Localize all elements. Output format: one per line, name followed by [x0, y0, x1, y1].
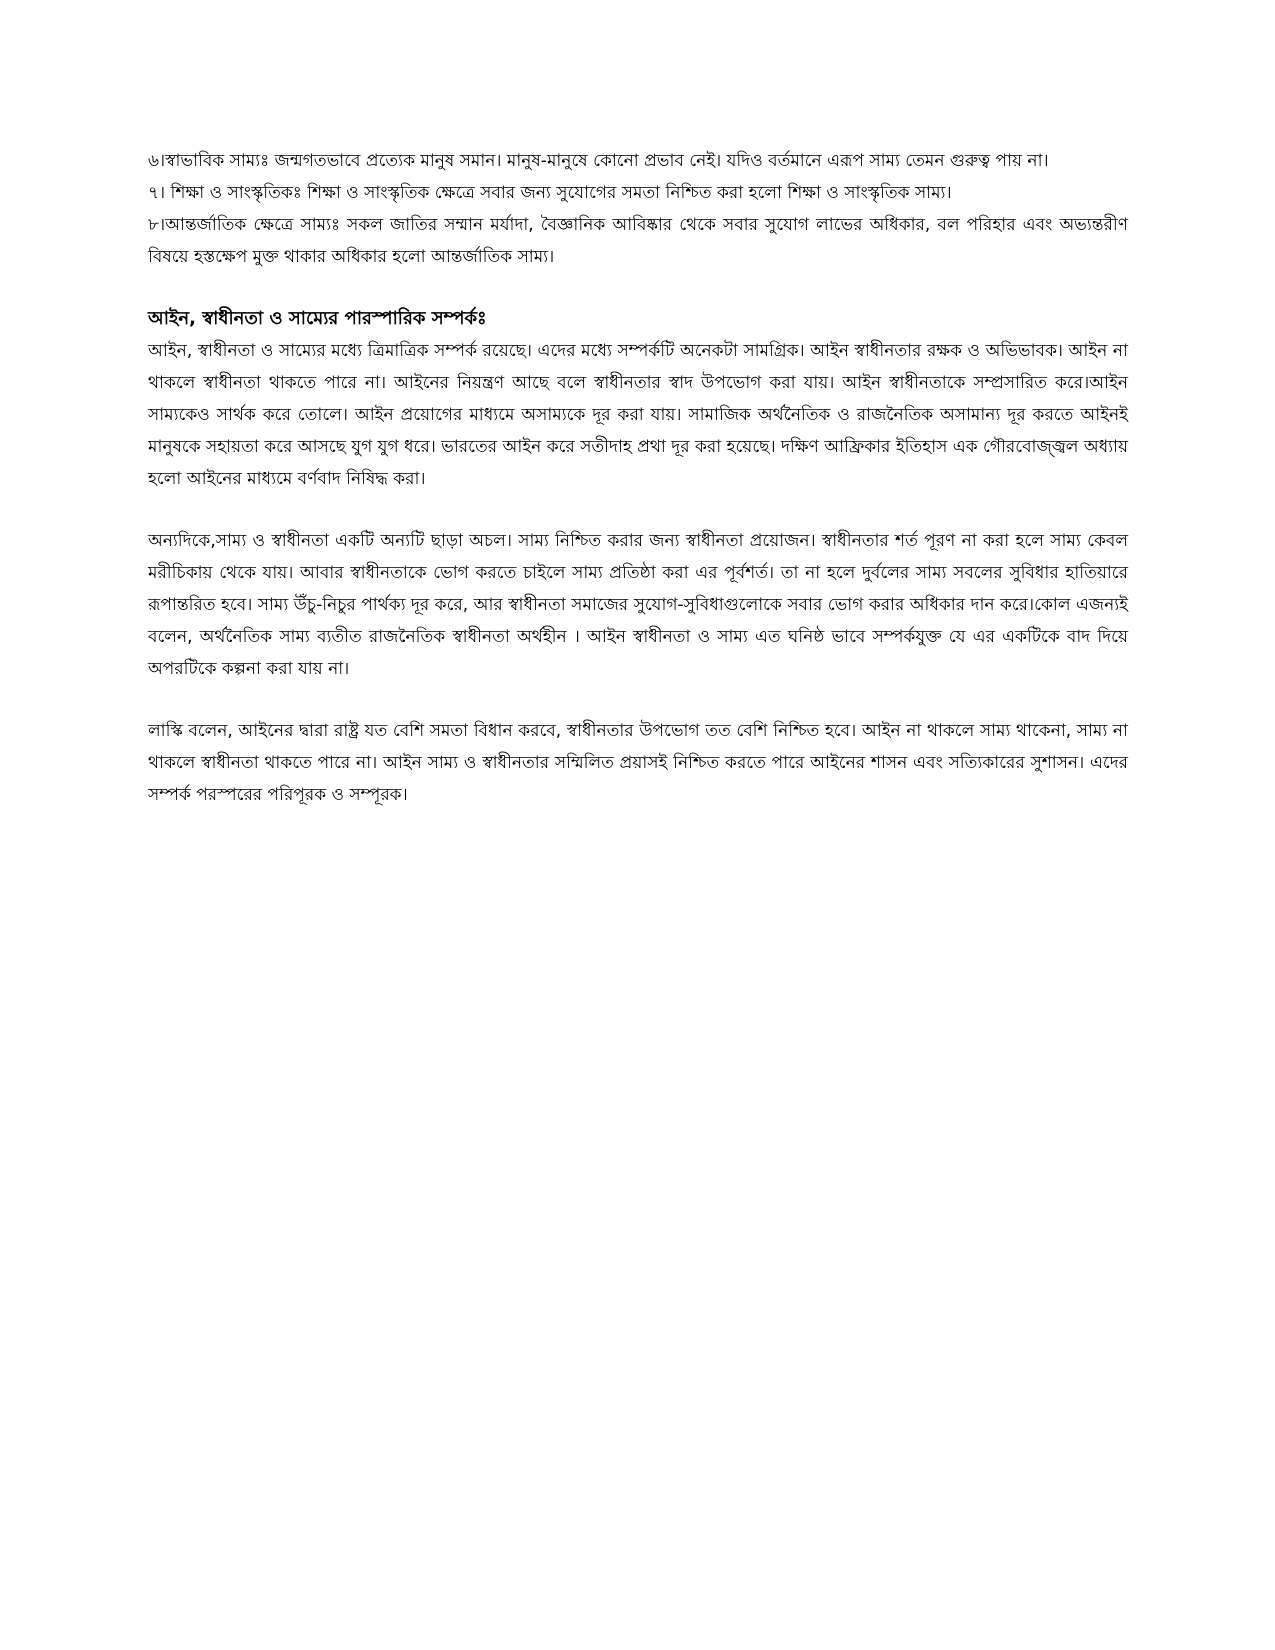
paragraph-law-liberty-equality: আইন, স্বাধীনতা ও সাম্যের মধ্যে ত্রিমাত্রিক সম্পর্ক রয়েছে। এদের মধ্যে সম্পর্কটি অনেকটা সামগ্রিক। আইন স্বাধীনতার রক্ষক ও অভিভাবক। আইন না থাকলে স্বাধীনতা থাকতে পারে না। আইনের নিয়ন্ত্রণ আছে বলে স্বাধীনতার স্বাদ উপভোগ করা যায়। আইন স্বাধীনতাকে সম্প্রসারিত করে।আইন সাম্যকেও সার্থক করে তোলে। আইন প্রয়োগের মাধ্যমে অসাম্যকে দূর করা যায়। সামাজিক অর্থনৈতিক ও রাজনৈতিক অসামান্য দূর করতে আইনই মানুষকে সহায়তা করে আসছে যুগ যুগ ধরে। ভারতের আইন করে সতীদাহ প্রথা দূর করা হয়েছে। দক্ষিণ আফ্রিকার ইতিহাস এক গৌরবোজ্জ্বল অধ্যায় হলো আইনের মাধ্যমে বর্ণবাদ নিষিদ্ধ করা।: [148, 341, 1128, 489]
list-item-natural-equality: ৬।স্বাভাবিক সাম্যঃ জন্মগতভাবে প্রত্যেক মানুষ সমান। মানুষ-মানুষে কোনো প্রভাব নেই। যদিও বর্তমানে এরূপ সাম্য তেমন গুরুত্ব পায় না।: [148, 151, 1049, 171]
section-heading: আইন, স্বাধীনতা ও সাম্যের পারস্পারিক সম্পর্কঃ: [148, 308, 487, 329]
document-page: [148, 145, 1128, 811]
list-item-international-equality: ৮।আন্তর্জাতিক ক্ষেত্রে সাম্যঃ সকল জাতির সম্মান মর্যাদা, বৈজ্ঞানিক আবিষ্কার থেকে সবার সুযোগ লাভের অধিকার, বল পরিহার এবং অভ্যন্তরীণ বিষয়ে হস্তক্ষেপ মুক্ত থাকার অধিকার হলো আন্তর্জাতিক সাম্য।: [148, 215, 1128, 267]
paragraph-equality-liberty: অন্যদিকে,সাম্য ও স্বাধীনতা একটি অন্যটি ছাড়া অচল। সাম্য নিশ্চিত করার জন্য স্বাধীনতা প্রয়োজন। স্বাধীনতার শর্ত পূরণ না করা হলে সাম্য কেবল মরীচিকায় থেকে যায়। আবার স্বাধীনতাকে ভোগ করতে চাইলে সাম্য প্রতিষ্ঠা করা এর পূর্বশর্ত। তা না হলে দুর্বলের সাম্য সবলের সুবিধার হাতিয়ারে রূপান্তরিত হবে। সাম্য উঁচু-নিচুর পার্থক্য দূর করে, আর স্বাধীনতা সমাজের সুযোগ-সুবিধাগুলোকে সবার ভোগ করার অধিকার দান করে।কোল এজন্যই বলেন, অর্থনৈতিক সাম্য ব্যতীত রাজনৈতিক স্বাধীনতা অর্থহীন । আইন স্বাধীনতা ও সাম্য এত ঘনিষ্ঠ ভাবে সম্পর্কযুক্ত যে এর একটিকে বাদ দিয়ে অপরটিকে কল্পনা করা যায় না।: [148, 531, 1128, 679]
paragraph-laski-quote: লাস্কি বলেন, আইনের দ্বারা রাষ্ট্র যত বেশি সমতা বিধান করবে, স্বাধীনতার উপভোগ তত বেশি নিশ্চিত হবে। আইন না থাকলে সাম্য থাকেনা, সাম্য না থাকলে স্বাধীনতা থাকতে পারে না। আইন সাম্য ও স্বাধীনতার সম্মিলিত প্রয়াসই নিশ্চিত করতে পারে আইনের শাসন এবং সত্যিকারের সুশাসন। এদের সম্পর্ক পরস্পরের পরিপূরক ও সম্পূরক।: [148, 721, 1128, 805]
list-item-educational-cultural-equality: ৭। শিক্ষা ও সাংস্কৃতিকঃ শিক্ষা ও সাংস্কৃতিক ক্ষেত্রে সবার জন্য সুযোগের সমতা নিশ্চিত করা হলো শিক্ষা ও সাংস্কৃতিক সাম্য।: [148, 183, 952, 203]
